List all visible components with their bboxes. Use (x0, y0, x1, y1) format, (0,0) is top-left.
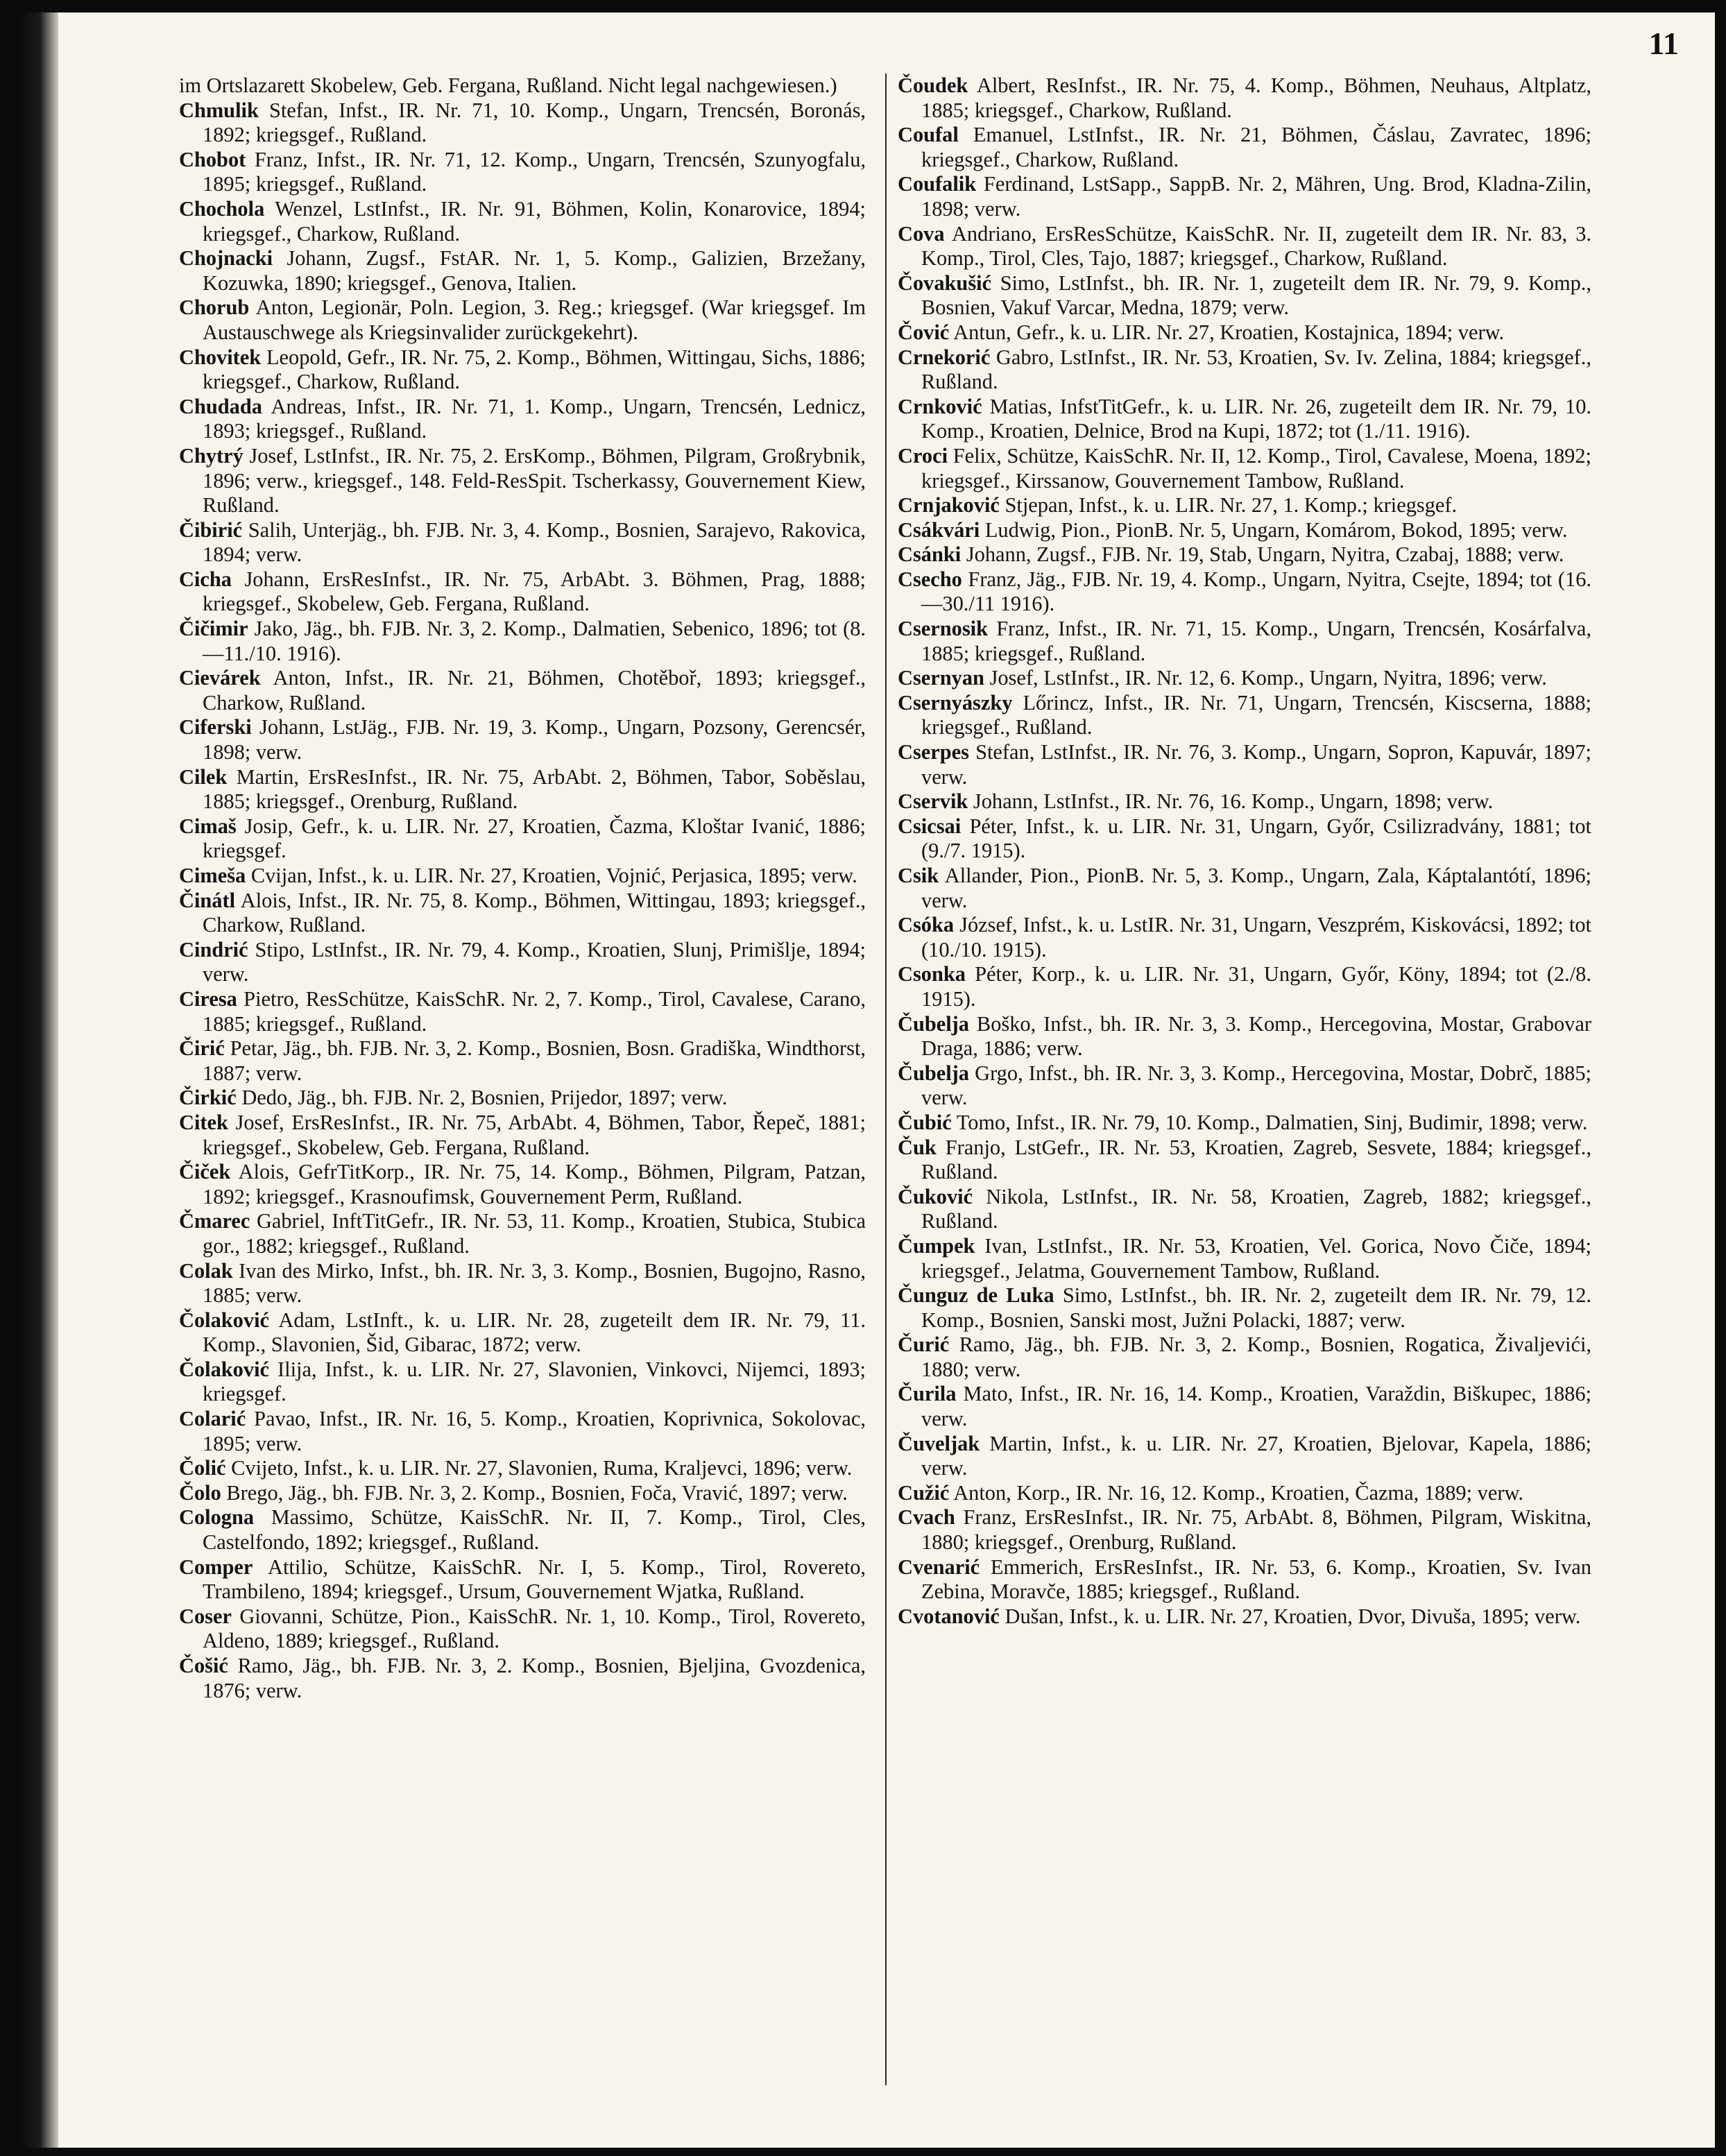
entry-details: Mato, Infst., IR. Nr. 16, 14. Komp., Kroatien, Varaždin, Biškupec, 1886; verw. (921, 1382, 1591, 1431)
entry-details: Alois, Infst., IR. Nr. 75, 8. Komp., Böhmen, Wittingau, 1893; kriegsgef., Charkow, Rußland. (203, 888, 866, 937)
entry-details: Stefan, LstInfst., IR. Nr. 76, 3. Komp., Ungarn, Sopron, Kapuvár, 1897; verw. (921, 740, 1591, 789)
entry-details: Franz, ErsResInfst., IR. Nr. 75, ArbAbt. 8, Böhmen, Pilgram, Wiskitna, 1880; kriegsgef., Orenburg, Rußland. (921, 1505, 1591, 1555)
entry-details: Brego, Jäg., bh. FJB. Nr. 3, 2. Komp., Bosnien, Foča, Vravić, 1897; verw. (226, 1480, 848, 1505)
entry-details: Johann, Zugsf., FJB. Nr. 19, Stab, Ungarn, Nyitra, Czabaj, 1888; verw. (966, 542, 1564, 567)
list-entry (179, 246, 866, 296)
list-entry (898, 444, 1591, 493)
list-entry (179, 1036, 866, 1086)
list-entry (898, 1605, 1591, 1629)
list-entry (179, 938, 866, 987)
list-entry (898, 789, 1591, 814)
entry-details: Nikola, LstInfst., IR. Nr. 58, Kroatien, Zagreb, 1882; kriegsgef., Rußland. (921, 1184, 1591, 1233)
list-entry (898, 617, 1591, 666)
entry-surname: Čičimir (179, 617, 248, 641)
entry-surname: Crnekorić (898, 345, 991, 369)
list-entry (179, 1654, 866, 1703)
entry-surname: Cievárek (179, 666, 261, 690)
list-entry (179, 148, 866, 197)
list-entry (179, 1456, 866, 1481)
list-entry (179, 1086, 866, 1111)
entry-details: Salih, Unterjäg., bh. FJB. Nr. 3, 4. Komp., Bosnien, Sarajevo, Rakovica, 1894; verw. (203, 517, 866, 567)
entry-surname: Crnjaković (898, 493, 1000, 517)
entry-surname: Coufal (898, 123, 959, 147)
entry-surname: Csonka (898, 962, 966, 986)
entry-details: Johann, LstInfst., IR. Nr. 76, 16. Komp., Ungarn, 1898; verw. (973, 789, 1494, 814)
entry-details: Franz, Infst., IR. Nr. 71, 12. Komp., Ungarn, Trencsén, Szunyogfalu, 1895; kriegsgef., Rußland. (203, 147, 866, 196)
entry-surname: Cužić (898, 1480, 950, 1505)
entry-details: Josef, LstInfst., IR. Nr. 12, 6. Komp., Ungarn, Nyitra, 1896; verw. (989, 666, 1547, 690)
list-entry (179, 395, 866, 444)
entry-details: Leopold, Gefr., IR. Nr. 75, 2. Komp., Böhmen, Wittingau, Sichs, 1886; kriegsgef., Charkow, Rußland. (203, 345, 866, 394)
list-entry (898, 123, 1591, 172)
entry-details: Franz, Infst., IR. Nr. 71, 15. Komp., Ungarn, Trencsén, Kosárfalva, 1885; kriegsgef., Rußland. (921, 617, 1591, 665)
entry-surname: Csicsai (898, 814, 962, 838)
entry-surname: Čirić (179, 1036, 225, 1061)
entry-details: Ivan des Mirko, Infst., bh. IR. Nr. 3, 3. Komp., Bosnien, Bugojno, Rasno, 1885; verw. (203, 1258, 866, 1308)
list-entry (179, 715, 866, 764)
list-entry (179, 666, 866, 715)
entry-details: Grgo, Infst., bh. IR. Nr. 3, 3. Komp., Hercegovina, Mostar, Dobrč, 1885; verw. (921, 1061, 1591, 1110)
entry-surname: Cicha (179, 567, 232, 591)
entry-surname: Čuk (898, 1135, 937, 1159)
entry-details: Péter, Korp., k. u. LIR. Nr. 31, Ungarn, Győr, Köny, 1894; tot (2./8. 1915). (921, 962, 1591, 1011)
entry-surname: Croci (898, 443, 948, 468)
list-entry (179, 74, 866, 99)
list-entry (898, 567, 1591, 617)
entry-details: Tomo, Infst., IR. Nr. 79, 10. Komp., Dalmatien, Sinj, Budimir, 1898; verw. (956, 1110, 1588, 1134)
entry-surname: Csik (898, 864, 939, 887)
entry-surname: Cvotanović (898, 1604, 1000, 1628)
entry-surname: Čolaković (179, 1357, 270, 1381)
entry-surname: Čošić (179, 1654, 228, 1677)
list-entry (179, 296, 866, 345)
entry-surname: Čubelja (898, 1061, 969, 1085)
list-entry (898, 271, 1591, 320)
list-entry (179, 765, 866, 814)
entry-surname: Chorub (179, 296, 250, 320)
entry-details: Jako, Jäg., bh. FJB. Nr. 3, 2. Komp., Dalmatien, Sebenico, 1896; tot (8.—11./10. 1916). (203, 617, 866, 665)
list-entry (898, 1111, 1591, 1136)
entry-details: Albert, ResInfst., IR. Nr. 75, 4. Komp., Böhmen, Neuhaus, Altplatz, 1885; kriegsgef., Charkow, Rußland. (921, 74, 1591, 122)
entry-details: Franjo, LstGefr., IR. Nr. 53, Kroatien, Zagreb, Sesvete, 1884; kriegsgef., Rußland. (921, 1135, 1591, 1184)
entry-details: Ramo, Jäg., bh. FJB. Nr. 3, 2. Komp., Bosnien, Rogatica, Živaljevići, 1880; verw. (921, 1333, 1591, 1381)
entry-surname: Čubelja (898, 1011, 969, 1036)
entry-surname: Chobot (179, 147, 246, 171)
entry-surname: Čurila (898, 1382, 957, 1406)
entry-details: Attilio, Schütze, KaisSchR. Nr. I, 5. Komp., Tirol, Rovereto, Trambileno, 1894; kriegsgef., Ursum, Gouvernement Wjatka, Rußland. (203, 1555, 866, 1604)
entry-surname: Čirkić (179, 1086, 237, 1110)
entry-surname: Csernosik (898, 617, 989, 641)
entry-surname: Čuveljak (898, 1431, 980, 1455)
entry-details: Pavao, Infst., IR. Nr. 16, 5. Komp., Kroatien, Koprivnica, Sokolovac, 1895; verw. (203, 1407, 866, 1455)
entry-details: Ilija, Infst., k. u. LIR. Nr. 27, Slavonien, Vinkovci, Nijemci, 1893; kriegsgef. (203, 1357, 866, 1406)
entry-surname: Činátl (179, 888, 236, 912)
list-entry (179, 814, 866, 864)
list-entry (898, 814, 1591, 864)
entry-details: Boško, Infst., bh. IR. Nr. 3, 3. Komp., Hercegovina, Mostar, Grabovar Draga, 1886; verw. (921, 1011, 1591, 1061)
entry-surname: Citek (179, 1110, 228, 1134)
entry-surname: Chytrý (179, 443, 243, 468)
entry-surname: Čubić (898, 1110, 952, 1134)
list-entry (898, 1061, 1591, 1111)
entry-surname: Cologna (179, 1505, 255, 1530)
entry-details: Johann, Zugsf., FstAR. Nr. 1, 5. Komp., Galizien, Brzežany, Kozuwka, 1890; kriegsgef., Genova, Italien. (203, 246, 866, 295)
entry-details: Gabro, LstInfst., IR. Nr. 53, Kroatien, Sv. Iv. Zelina, 1884; kriegsgef., Rußland. (921, 345, 1591, 394)
entry-surname: Čoudek (898, 74, 968, 97)
entry-surname: Ciferski (179, 715, 252, 739)
list-entry (179, 1481, 866, 1506)
entry-details: Massimo, Schütze, KaisSchR. Nr. II, 7. Komp., Tirol, Cles, Castelfondo, 1892; kriegsgef., Rußland. (203, 1505, 866, 1555)
entry-surname: Colak (179, 1258, 233, 1283)
list-entry (898, 395, 1591, 444)
entry-details: Alois, GefrTitKorp., IR. Nr. 75, 14. Komp., Böhmen, Pilgram, Patzan, 1892; kriegsgef., Krasnoufimsk, Gouvernement Perm, Rußland. (203, 1160, 866, 1208)
list-entry (898, 1283, 1591, 1333)
right-column (898, 74, 1591, 2127)
entry-details: József, Infst., k. u. LstIR. Nr. 31, Ungarn, Veszprém, Kiskovácsi, 1892; tot (10./10. 1915). (921, 913, 1591, 961)
entry-details: Giovanni, Schütze, Pion., KaisSchR. Nr. 1, 10. Komp., Tirol, Rovereto, Aldeno, 1889; kriegsgef., Rußland. (203, 1604, 866, 1653)
list-entry (898, 1432, 1591, 1481)
entry-surname: Csánki (898, 542, 962, 567)
entry-surname: Cilek (179, 764, 228, 789)
list-entry (179, 1358, 866, 1407)
entry-surname: Chojnacki (179, 246, 273, 271)
list-entry (898, 1234, 1591, 1283)
column-divider (885, 74, 887, 2085)
entry-details: Josef, LstInfst., IR. Nr. 75, 2. ErsKomp., Böhmen, Pilgram, Großrybnik, 1896; verw., kriegsgef., 148. Feld-ResSpit. Tscherkassy, Gouvernement Kiew, Rußland. (203, 443, 866, 517)
entry-details: Stipo, LstInfst., IR. Nr. 79, 4. Komp., Kroatien, Slunj, Primišlje, 1894; verw. (203, 937, 866, 986)
entry-surname: Čiček (179, 1160, 231, 1184)
entry-details: Cvijan, Infst., k. u. LIR. Nr. 27, Kroatien, Vojnić, Perjasica, 1895; verw. (250, 864, 857, 887)
entry-details: Emmerich, ErsResInfst., IR. Nr. 53, 6. Komp., Kroatien, Sv. Ivan Zebina, Moravče, 1885; kriegsgef., Rußland. (921, 1555, 1591, 1604)
list-entry (898, 666, 1591, 691)
entry-surname: Chudada (179, 394, 262, 418)
list-entry (179, 1555, 866, 1605)
entry-surname: Čović (898, 320, 950, 344)
list-entry (179, 197, 866, 246)
entry-details: Anton, Infst., IR. Nr. 21, Böhmen, Chotěboř, 1893; kriegsgef., Charkow, Rußland. (203, 666, 866, 715)
entry-surname: Čolić (179, 1456, 226, 1480)
entry-details: Franz, Jäg., FJB. Nr. 19, 4. Komp., Ungarn, Nyitra, Csejte, 1894; tot (16.—30./11 1916). (921, 567, 1591, 616)
list-entry (898, 74, 1591, 123)
list-entry (898, 542, 1591, 567)
entry-surname: Čmarec (179, 1209, 250, 1233)
list-entry (898, 1333, 1591, 1382)
list-entry (179, 1407, 866, 1456)
entry-details: Gabriel, InftTitGefr., IR. Nr. 53, 11. Komp., Kroatien, Stubica, Stubica gor., 1882; kriegsgef., Rußland. (203, 1209, 866, 1258)
list-entry (179, 1209, 866, 1258)
entry-details: Anton, Korp., IR. Nr. 16, 12. Komp., Kroatien, Čazma, 1889; verw. (953, 1480, 1524, 1505)
entry-details: Simo, LstInfst., bh. IR. Nr. 2, zugeteilt dem IR. Nr. 79, 12. Komp., Bosnien, Sanski most, Južni Polacki, 1887; verw. (921, 1283, 1591, 1332)
list-entry (179, 518, 866, 567)
entry-surname: Colarić (179, 1407, 246, 1431)
list-entry (179, 1111, 866, 1160)
entry-surname: Csóka (898, 913, 955, 937)
list-entry (179, 1308, 866, 1358)
entry-details: Emanuel, LstInfst., IR. Nr. 21, Böhmen, Čáslau, Zavratec, 1896; kriegsgef., Charkow, Rußland. (921, 123, 1591, 171)
page-binding-edge (18, 12, 58, 2148)
list-entry (898, 345, 1591, 395)
entry-surname: Cvenarić (898, 1555, 980, 1579)
list-entry (898, 493, 1591, 518)
list-entry (898, 518, 1591, 543)
list-entry (179, 1259, 866, 1308)
entry-surname: Comper (179, 1555, 253, 1579)
entry-details: Petar, Jäg., bh. FJB. Nr. 3, 2. Komp., Bosnien, Bosn. Gradiška, Windthorst, 1887; verw. (203, 1036, 866, 1085)
entry-surname: Csernyászky (898, 690, 1013, 715)
entry-surname: Coufalik (898, 172, 977, 196)
list-entry (898, 740, 1591, 789)
list-entry (898, 1382, 1591, 1431)
entry-details: Ferdinand, LstSapp., SappB. Nr. 2, Mähren, Ung. Brod, Kladna-Zilin, 1898; verw. (921, 172, 1591, 221)
entry-details: Allander, Pion., PionB. Nr. 5, 3. Komp., Ungarn, Zala, Káptalantótí, 1896; verw. (921, 864, 1591, 912)
list-entry (179, 1605, 866, 1654)
entry-details: Adam, LstInft., k. u. LIR. Nr. 28, zugeteilt dem IR. Nr. 79, 11. Komp., Slavonien, Šid, Gibarac, 1872; verw. (203, 1308, 866, 1357)
entry-surname: Čovakušić (898, 271, 992, 295)
entry-surname: Čolo (179, 1480, 221, 1505)
entry-details: Ivan, LstInfst., IR. Nr. 53, Kroatien, Vel. Gorica, Novo Čiče, 1894; kriegsgef., Jelatma, Gouvernement Tambow, Rußland. (921, 1233, 1591, 1283)
entry-details: Wenzel, LstInfst., IR. Nr. 91, Böhmen, Kolin, Konarovice, 1894; kriegsgef., Charkow, Rußland. (203, 196, 866, 246)
entry-details: Andriano, ErsResSchütze, KaisSchR. Nr. II, zugeteilt dem IR. Nr. 83, 3. Komp., Tirol, Cles, Tajo, 1887; kriegsgef., Charkow, Rußland. (921, 221, 1591, 271)
list-entry (898, 222, 1591, 271)
entry-details: Lőrincz, Infst., IR. Nr. 71, Ungarn, Trencsén, Kiscserna, 1888; kriegsgef., Rußland. (921, 690, 1591, 739)
left-column (179, 74, 866, 2127)
entry-details: Stefan, Infst., IR. Nr. 71, 10. Komp., Ungarn, Trencsén, Boronás, 1892; kriegsgef., Rußland. (203, 98, 866, 147)
entry-surname: Csernyan (898, 666, 984, 690)
entry-surname: Chovitek (179, 345, 262, 369)
entry-details: Cvijeto, Infst., k. u. LIR. Nr. 27, Slavonien, Ruma, Kraljevci, 1896; verw. (231, 1456, 853, 1480)
entry-surname: Cimeša (179, 864, 246, 887)
entry-details: Dedo, Jäg., bh. FJB. Nr. 2, Bosnien, Prijedor, 1897; verw. (241, 1086, 728, 1110)
list-entry (898, 1505, 1591, 1555)
list-entry (898, 1185, 1591, 1234)
entry-details: Matias, InfstTitGefr., k. u. LIR. Nr. 26, zugeteilt dem IR. Nr. 79, 10. Komp., Kroatien, Delnice, Brod na Kupi, 1872; tot (1./11. 1916). (921, 394, 1591, 443)
entry-details: Pietro, ResSchütze, KaisSchR. Nr. 2, 7. Komp., Tirol, Cavalese, Carano, 1885; kriegsgef., Rußland. (203, 986, 866, 1036)
entry-details: Anton, Legionär, Poln. Legion, 3. Reg.; kriegsgef. (War kriegsgef. Im Austauschwege als Kriegsinvalider zurückgekehrt). (203, 296, 866, 344)
list-entry (179, 987, 866, 1036)
entry-surname: Cserpes (898, 740, 969, 764)
entry-details: Johann, ErsResInfst., IR. Nr. 75, ArbAbt. 3. Böhmen, Prag, 1888; kriegsgef., Skobelew, Geb. Fergana, Rußland. (203, 567, 866, 616)
entry-surname: Cservik (898, 789, 968, 814)
entry-surname: Cova (898, 221, 945, 246)
entry-details: Andreas, Infst., IR. Nr. 71, 1. Komp., Ungarn, Trencsén, Lednicz, 1893; kriegsgef., Rußland. (203, 394, 866, 443)
list-entry (179, 617, 866, 666)
entry-surname: Čurić (898, 1333, 950, 1357)
list-entry (179, 99, 866, 148)
entry-surname: Čuković (898, 1184, 973, 1208)
entry-details: Josip, Gefr., k. u. LIR. Nr. 27, Kroatien, Čazma, Kloštar Ivanić, 1886; kriegsgef. (203, 814, 866, 863)
entry-surname: Ciresa (179, 986, 237, 1011)
entry-details: Dušan, Infst., k. u. LIR. Nr. 27, Kroatien, Dvor, Divuša, 1895; verw. (1005, 1604, 1581, 1628)
entry-details: Ramo, Jäg., bh. FJB. Nr. 3, 2. Komp., Bosnien, Bjeljina, Gvozdenica, 1876; verw. (203, 1654, 866, 1702)
entry-details: Felix, Schütze, KaisSchR. Nr. II, 12. Komp., Tirol, Cavalese, Moena, 1892; kriegsgef., Kirssanow, Gouvernement Tambow, Rußland. (921, 443, 1591, 493)
entry-surname: Cindrić (179, 937, 248, 961)
page-number: 11 (1648, 26, 1679, 61)
entry-details: Ludwig, Pion., PionB. Nr. 5, Ungarn, Komárom, Bokod, 1895; verw. (984, 517, 1568, 542)
entry-surname: Chmulik (179, 98, 259, 122)
list-entry (179, 345, 866, 395)
entry-surname: Csákvári (898, 517, 980, 542)
entry-surname: Čolaković (179, 1308, 270, 1332)
entry-surname: Čumpek (898, 1233, 975, 1258)
entry-surname: Cimaš (179, 814, 237, 838)
list-entry (179, 1160, 866, 1209)
entry-surname: Čibirić (179, 517, 243, 542)
entry-details: Johann, LstJäg., FJB. Nr. 19, 3. Komp., Ungarn, Pozsony, Gerencsér, 1898; verw. (203, 715, 866, 764)
entry-surname: Chochola (179, 196, 265, 221)
list-entry (179, 889, 866, 938)
entry-surname: Crnković (898, 394, 982, 418)
document-page (18, 12, 1715, 2148)
list-entry (898, 913, 1591, 962)
entry-surname: Cvach (898, 1505, 955, 1530)
list-entry (898, 1555, 1591, 1605)
entry-surname: Csecho (898, 567, 962, 591)
entry-details: Martin, ErsResInfst., IR. Nr. 75, ArbAbt. 2, Böhmen, Tabor, Soběslau, 1885; kriegsgef., Orenburg, Rußland. (203, 764, 866, 814)
list-entry (898, 691, 1591, 740)
entry-details: Josef, ErsResInfst., IR. Nr. 75, ArbAbt. 4, Böhmen, Tabor, Řepeč, 1881; kriegsgef., Skobelew, Geb. Fergana, Rußland. (203, 1110, 866, 1159)
list-entry (898, 320, 1591, 345)
entry-details: Stjepan, Infst., k. u. LIR. Nr. 27, 1. Komp.; kriegsgef. (1005, 493, 1458, 517)
entry-details: Péter, Infst., k. u. LIR. Nr. 31, Ungarn, Győr, Csilizradvány, 1881; tot (9./7. 1915). (921, 814, 1591, 863)
entry-details: Antun, Gefr., k. u. LIR. Nr. 27, Kroatien, Kostajnica, 1894; verw. (953, 320, 1505, 344)
list-entry (898, 1481, 1591, 1506)
list-entry (898, 1136, 1591, 1185)
entry-details: Simo, LstInfst., bh. IR. Nr. 1, zugeteilt dem IR. Nr. 79, 9. Komp., Bosnien, Vakuf Varcar, Medna, 1879; verw. (921, 271, 1591, 320)
list-entry (179, 1505, 866, 1555)
entry-details: Martin, Infst., k. u. LIR. Nr. 27, Kroatien, Bjelovar, Kapela, 1886; verw. (921, 1431, 1591, 1480)
entry-surname: Coser (179, 1604, 232, 1628)
list-entry (898, 962, 1591, 1011)
list-entry (179, 864, 866, 889)
entry-surname: Čunguz de Luka (898, 1283, 1054, 1308)
list-entry (898, 172, 1591, 221)
entry-details: im Ortslazarett Skobelew, Geb. Fergana, Rußland. Nicht legal nachgewiesen.) (179, 74, 837, 97)
list-entry (898, 864, 1591, 913)
list-entry (898, 1012, 1591, 1061)
list-entry (179, 567, 866, 617)
list-entry (179, 444, 866, 518)
